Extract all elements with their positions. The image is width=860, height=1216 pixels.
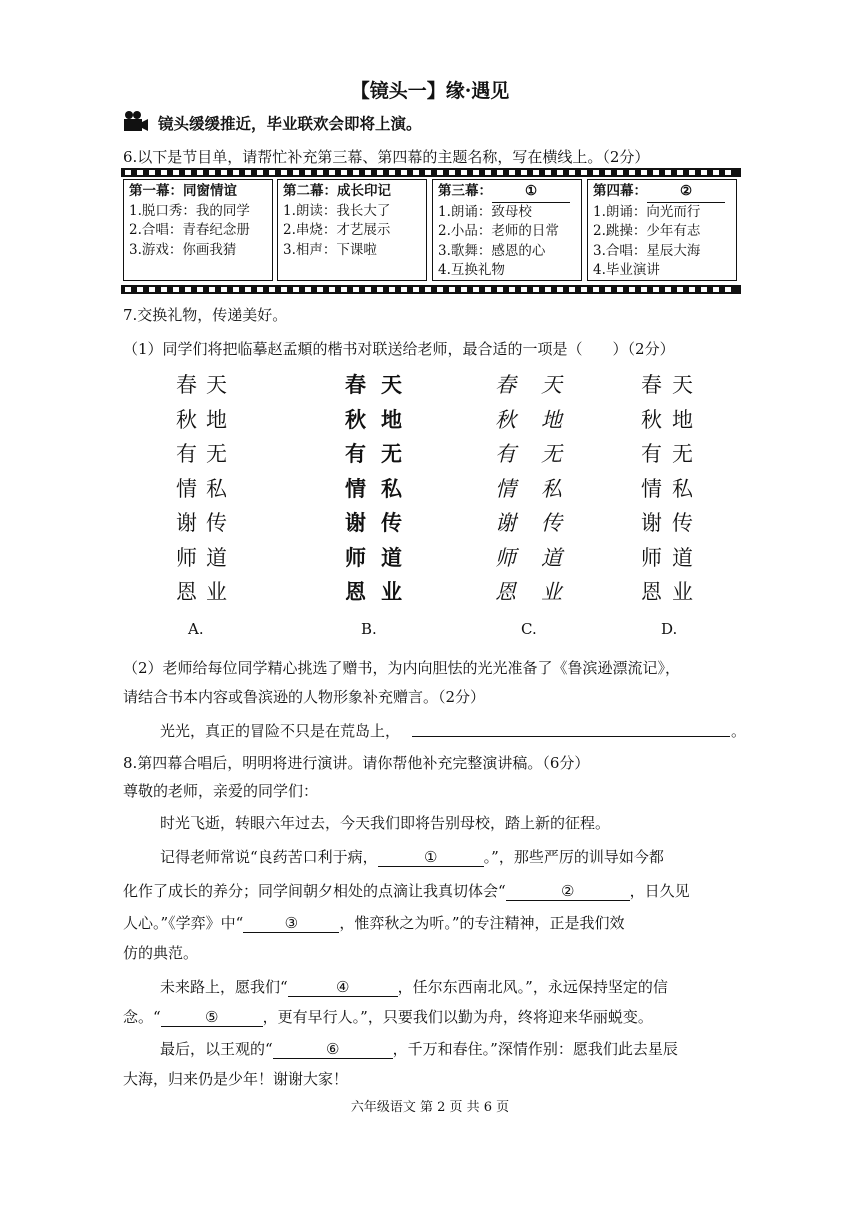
couplet-char: 春 [495, 373, 516, 397]
option-b-label[interactable]: B. [361, 620, 377, 638]
speech-line: 未来路上，愿我们“ ④ ，任尔东西南北风。”，永远保持坚定的信 [160, 978, 668, 996]
couplet-char: 恩 [641, 580, 662, 604]
couplet-char: 天 [672, 373, 693, 397]
blank-1[interactable]: ① [378, 848, 484, 867]
couplet-char: 道 [672, 545, 693, 570]
couplet-char: 私 [672, 476, 693, 501]
panel-item: 2.小品：老师的日常 [438, 223, 559, 239]
panel-item: 2.跳操：少年有志 [593, 223, 701, 239]
couplet-char: 谢 [176, 511, 197, 535]
section-title: 【镜头一】缘·遇见 [350, 80, 510, 102]
panel-heading: 第三幕： [438, 183, 492, 199]
couplet-char: 师 [641, 545, 662, 570]
intro-text: 镜头缓缓推近，毕业联欢会即将上演。 [158, 114, 422, 133]
couplet-char: 恩 [345, 579, 366, 604]
couplet-char: 秋 [345, 406, 366, 432]
couplet-d-right [672, 368, 693, 610]
panel-item: 3.歌舞：感恩的心 [438, 242, 546, 259]
blank-3[interactable]: ③ [243, 914, 339, 933]
panel-item: 1.朗读：我长大了 [283, 202, 391, 219]
panel-item: 4.毕业演讲 [593, 262, 660, 278]
couplet-char: 有 [345, 441, 366, 466]
answer-line[interactable] [412, 736, 730, 737]
question-7-1: （1）同学们将把临摹赵孟頫的楷书对联送给老师，最合适的一项是（ ）（2分） [123, 340, 675, 358]
blank-5[interactable]: ⑤ [161, 1008, 263, 1027]
couplet-char: 天 [381, 372, 402, 397]
couplet-char: 传 [541, 511, 562, 535]
panel-heading: 第二幕：成长印记 [283, 183, 391, 199]
question-7: 7.交换礼物，传递美好。 [123, 306, 288, 324]
couplet-char: 道 [381, 544, 402, 570]
couplet-char: 情 [176, 476, 197, 501]
couplet-char: 业 [381, 579, 402, 604]
panel-item: 3.相声：下课啦 [283, 241, 377, 258]
option-c-label[interactable]: C. [521, 620, 537, 638]
couplet-char: 天 [206, 373, 227, 397]
film-perforation-bottom [121, 285, 741, 294]
question-7-2: （2）老师给每位同学精心挑选了赠书，为内向胆怯的光光准备了《鲁滨逊漂流记》， [123, 659, 681, 677]
program-panel-4 [587, 179, 737, 281]
couplet-c-right [541, 368, 562, 610]
couplet-char: 秋 [176, 407, 197, 432]
couplet-d-left [641, 368, 662, 610]
speech-line: 仿的典范。 [123, 944, 199, 962]
couplet-char: 道 [206, 545, 227, 570]
couplet-char: 秋 [495, 407, 516, 432]
answer-period: 。 [731, 722, 747, 740]
couplet-char: 天 [541, 373, 562, 397]
panel-item: 4.互换礼物 [438, 262, 505, 278]
couplet-b-left [345, 368, 366, 610]
blank-6[interactable]: ⑥ [273, 1040, 393, 1059]
program-panel-3 [432, 179, 582, 281]
couplet-char: 道 [541, 545, 562, 570]
speech-line: 念。“ ⑤ ，更有早行人。”，只要我们以勤为舟，终将迎来华丽蜕变。 [123, 1008, 653, 1026]
couplet-char: 有 [176, 442, 197, 466]
couplet-a-left [176, 368, 197, 610]
couplet-char: 情 [495, 476, 516, 501]
panel-item: 3.游戏：你画我猜 [129, 241, 237, 258]
speech-greeting: 尊敬的老师，亲爱的同学们： [123, 782, 319, 800]
couplet-char: 私 [541, 476, 562, 501]
couplet-char: 秋 [641, 407, 662, 432]
couplet-char: 传 [381, 510, 402, 535]
question-6: 6.以下是节目单，请帮忙补充第三幕、第四幕的主题名称，写在横线上。（2分） [123, 148, 650, 166]
couplet-char: 无 [672, 442, 693, 466]
panel-item: 1.朗诵：致母校 [438, 203, 532, 220]
program-panel-1 [123, 179, 273, 281]
couplet-char: 业 [672, 580, 693, 604]
couplet-char: 师 [176, 545, 197, 570]
couplet-char: 情 [641, 476, 662, 501]
couplet-char: 地 [672, 407, 693, 432]
couplet-char: 春 [345, 372, 366, 397]
couplet-char: 情 [345, 475, 366, 501]
panel-item: 2.串烧：才艺展示 [283, 222, 391, 238]
panel-item: 2.合唱：青春纪念册 [129, 222, 250, 238]
couplet-char: 私 [381, 475, 402, 501]
couplet-char: 传 [672, 511, 693, 535]
blank-4[interactable]: ④ [288, 978, 398, 997]
couplet-char: 春 [641, 373, 662, 397]
couplet-char: 业 [541, 580, 562, 604]
blank-2[interactable]: ② [647, 182, 725, 203]
blank-2[interactable]: ② [506, 882, 630, 901]
panel-item: 3.合唱：星辰大海 [593, 242, 701, 259]
couplet-char: 无 [381, 441, 402, 466]
couplet-char: 无 [541, 442, 562, 466]
couplet-char: 地 [541, 407, 562, 432]
panel-heading: 第四幕： [593, 183, 647, 199]
question-7-2-cont: 请结合书本内容或鲁滨逊的人物形象补充赠言。（2分） [123, 688, 486, 706]
answer-prefix: 光光，真正的冒险不只是在荒岛上， [160, 722, 401, 740]
question-8: 8.第四幕合唱后，明明将进行演讲。请你帮他补充完整演讲稿。（6分） [123, 754, 590, 772]
film-perforation-top [121, 168, 741, 177]
couplet-char: 私 [206, 476, 227, 501]
speech-line: 记得老师常说“良药苦口利于病， ① 。”，那些严厉的训导如今都 [160, 848, 664, 866]
couplet-char: 春 [176, 373, 197, 397]
panel-heading: 第一幕：同窗情谊 [129, 183, 237, 199]
couplet-char: 地 [381, 406, 402, 432]
option-d-label[interactable]: D. [661, 620, 678, 638]
couplet-char: 恩 [176, 580, 197, 604]
option-a-label[interactable]: A. [188, 620, 204, 638]
blank-1[interactable]: ① [492, 182, 570, 203]
couplet-char: 谢 [641, 511, 662, 535]
couplet-b-right [381, 368, 402, 610]
speech-paragraph-1: 时光飞逝，转眼六年过去，今天我们即将告别母校，踏上新的征程。 [160, 814, 611, 832]
couplet-char: 师 [495, 545, 516, 570]
couplet-char: 业 [206, 580, 227, 604]
speech-line: 最后，以王观的“ ⑥ ，千万和春住。”深情作别：愿我们此去星辰 [160, 1040, 678, 1058]
couplet-char: 有 [495, 442, 516, 466]
couplet-a-right [206, 368, 227, 610]
camera-icon [123, 110, 149, 132]
program-film-strip [121, 168, 741, 294]
speech-line: 化作了成长的养分；同学间朝夕相处的点滴让我真切体会“ ② ，日久见 [123, 882, 690, 900]
couplet-char: 地 [206, 407, 227, 432]
panel-item: 1.朗诵：向光而行 [593, 203, 701, 220]
page-footer: 六年级语文 第 2 页 共 6 页 [350, 1100, 510, 1115]
speech-line: 大海，归来仍是少年！谢谢大家！ [123, 1070, 349, 1088]
couplet-char: 谢 [495, 511, 516, 535]
panel-item: 1.脱口秀：我的同学 [129, 202, 250, 219]
speech-line: 人心。”《学弈》中“ ③ ，惟弈秋之为听。”的专注精神，正是我们效 [123, 914, 625, 932]
couplet-char: 恩 [495, 580, 516, 604]
couplet-c-left [495, 368, 516, 610]
couplet-char: 师 [345, 544, 366, 570]
program-panel-2 [277, 179, 427, 281]
couplet-char: 谢 [345, 510, 366, 535]
couplet-char: 传 [206, 511, 227, 535]
couplet-char: 有 [641, 442, 662, 466]
couplet-char: 无 [206, 442, 227, 466]
